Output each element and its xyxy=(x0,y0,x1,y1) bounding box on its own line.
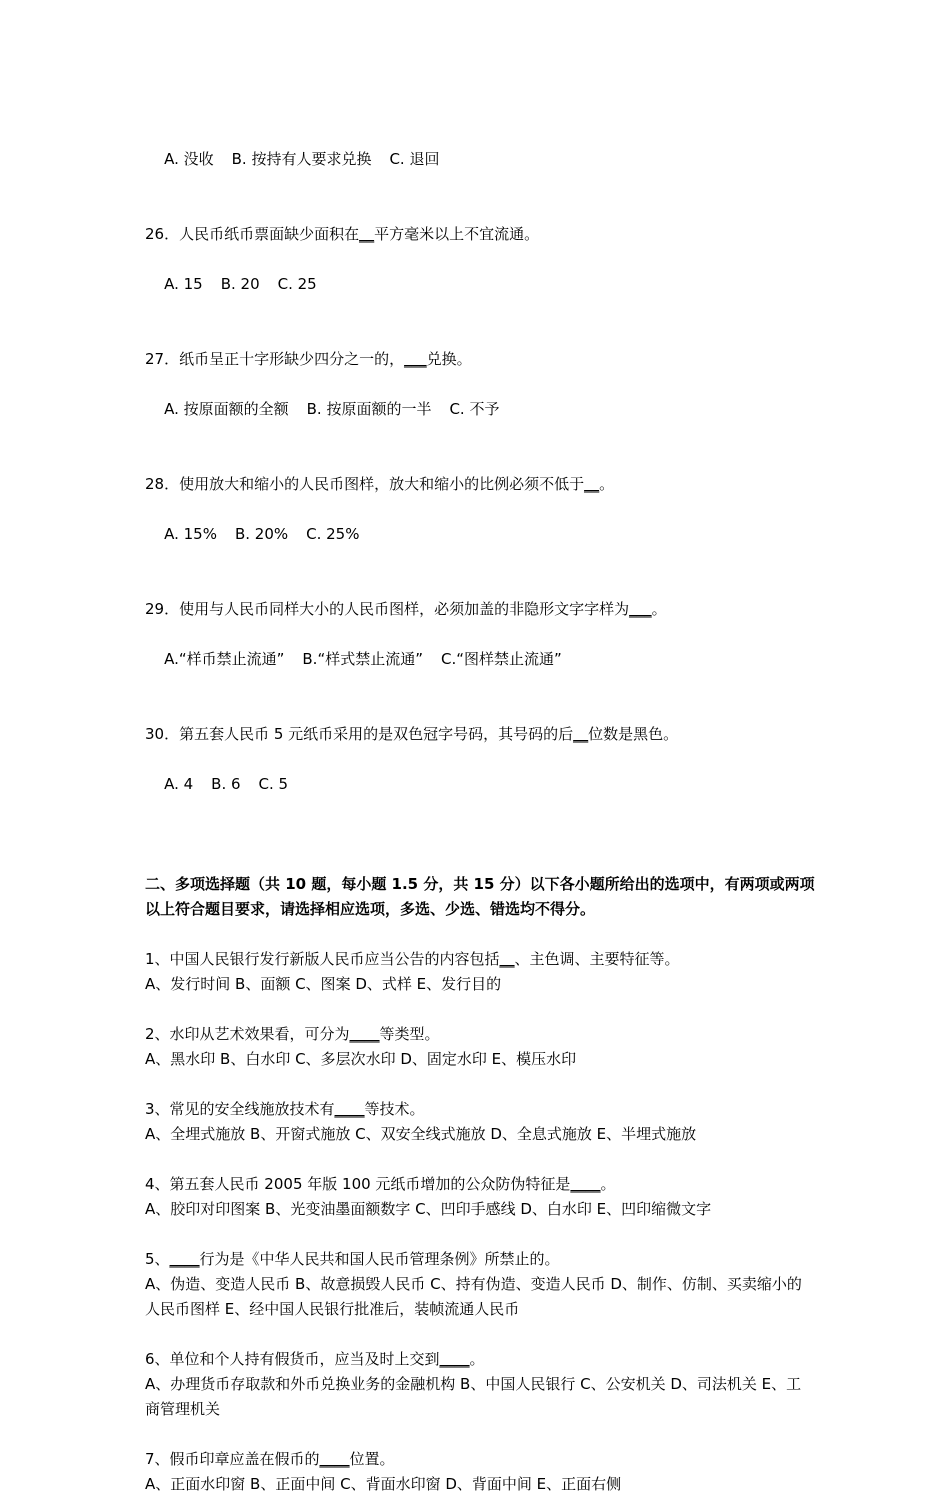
q27-question: 27．纸币呈正十字形缺少四分之一的，___兑换。 xyxy=(145,350,472,368)
q29-question: 29．使用与人民币同样大小的人民币图样，必须加盖的非隐形文字字样为___。 xyxy=(145,600,667,618)
m2-options: A、黑水印 B、白水印 C、多层次水印 D、固定水印 E、模压水印 xyxy=(145,1050,577,1068)
m4-options: A、胶印对印图案 B、光变油墨面额数字 C、凹印手感线 D、白水印 E、凹印缩微文字 xyxy=(145,1200,712,1218)
q30-blank: __ xyxy=(573,725,589,743)
section-2-title: 二、多项选择题（共 10 题，每小题 1.5 分，共 15 分）以下各小题所给出的选项中，有两项或两项以上符合题目要求，请选择相应选项，多选、少选、错选均不得分。 xyxy=(145,875,815,918)
m7-options: A、正面水印窗 B、正面中间 C、背面水印窗 D、背面中间 E、正面右侧 xyxy=(145,1475,622,1493)
m3-question: 3、常见的安全线施放技术有____等技术。 xyxy=(145,1100,425,1118)
q30-question: 30．第五套人民币 5 元纸币采用的是双色冠字号码，其号码的后__位数是黑色。 xyxy=(145,725,679,743)
q28-blank: __ xyxy=(584,475,600,493)
q26-question: 26．人民币纸币票面缺少面积在__平方毫米以上不宜流通。 xyxy=(145,225,540,243)
q27-options: A. 按原面额的全额 B. 按原面额的一半 C. 不予 xyxy=(164,400,500,418)
m5-question: 5、____行为是《中华人民共和国人民币管理条例》所禁止的。 xyxy=(145,1250,560,1268)
m7-blank: ____ xyxy=(319,1450,350,1468)
q28-options: A. 15% B. 20% C. 25% xyxy=(164,525,360,543)
q26-options: A. 15 B. 20 C. 25 xyxy=(164,275,317,293)
q28-question: 28．使用放大和缩小的人民币图样，放大和缩小的比例必须不低于__。 xyxy=(145,475,615,493)
m1-question: 1、中国人民银行发行新版人民币应当公告的内容包括__、主色调、主要特征等。 xyxy=(145,950,680,968)
m4-blank: ____ xyxy=(570,1175,601,1193)
q25-option-b: B. 按持有人要求兑换 xyxy=(231,150,372,168)
q25-option-a: A. 没收 xyxy=(164,150,214,168)
m3-blank: ____ xyxy=(334,1100,365,1118)
q27-blank: ___ xyxy=(404,350,427,368)
q29-blank: ___ xyxy=(629,600,652,618)
m7-question: 7、假币印章应盖在假币的____位置。 xyxy=(145,1450,395,1468)
m6-question: 6、单位和个人持有假货币，应当及时上交到____。 xyxy=(145,1350,485,1368)
m6-blank: ____ xyxy=(439,1350,470,1368)
q26-blank: __ xyxy=(359,225,375,243)
m5-blank: ____ xyxy=(169,1250,200,1268)
m1-options: A、发行时间 B、面额 C、图案 D、式样 E、发行目的 xyxy=(145,975,502,993)
m2-blank: ____ xyxy=(349,1025,380,1043)
q30-options: A. 4 B. 6 C. 5 xyxy=(164,775,289,793)
m1-blank: __ xyxy=(499,950,515,968)
m5-options: A、伪造、变造人民币 B、故意损毁人民币 C、持有伪造、变造人民币 D、制作、仿制、买卖缩小的人民币图样 E、经中国人民银行批准后，装帧流通人民币 xyxy=(145,1275,802,1318)
m4-question: 4、第五套人民币 2005 年版 100 元纸币增加的公众防伪特征是____。 xyxy=(145,1175,616,1193)
document-page xyxy=(145,122,815,1497)
q25-options xyxy=(145,122,815,197)
m2-question: 2、水印从艺术效果看，可分为____等类型。 xyxy=(145,1025,440,1043)
q29-options: A.“样币禁止流通” B.“样式禁止流通” C.“图样禁止流通” xyxy=(164,650,562,668)
m6-options: A、办理货币存取款和外币兑换业务的金融机构 B、中国人民银行 C、公安机关 D、司法机关 E、工商管理机关 xyxy=(145,1375,802,1418)
q25-option-c: C. 退回 xyxy=(389,150,440,168)
m3-options: A、全埋式施放 B、开窗式施放 C、双安全线式施放 D、全息式施放 E、半埋式施放 xyxy=(145,1125,697,1143)
